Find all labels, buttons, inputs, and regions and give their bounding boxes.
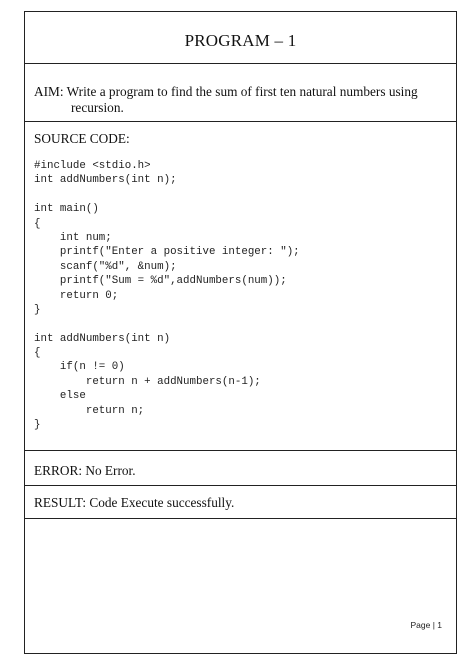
code-line: printf("Sum = %d",addNumbers(num));	[34, 275, 287, 288]
result-section	[25, 486, 456, 519]
code-line: return n;	[34, 404, 145, 417]
code-line	[34, 317, 300, 331]
code-line	[34, 188, 300, 202]
result-text: RESULT: Code Execute successfully.	[34, 495, 235, 510]
source-code-section	[25, 122, 456, 451]
program-title: PROGRAM – 1	[184, 31, 297, 50]
code-line: scanf("%d", &num);	[34, 260, 177, 273]
aim-line-1: AIM: Write a program to find the sum of first ten natural numbers using	[34, 84, 418, 99]
aim-section	[25, 64, 456, 122]
code-line: int addNumbers(int n)	[34, 332, 171, 345]
code-line: return n + addNumbers(n-1);	[34, 375, 261, 388]
code-line: return 0;	[34, 289, 119, 302]
page-number: Page | 1	[410, 620, 442, 630]
aim-line-2: recursion.	[71, 100, 124, 115]
code-line: }	[34, 419, 41, 432]
code-line: int num;	[34, 231, 112, 244]
code-line: if(n != 0)	[34, 361, 125, 374]
page-frame	[24, 11, 457, 654]
code-line: else	[34, 390, 86, 403]
code-line: int addNumbers(int n);	[34, 174, 177, 187]
code-line: #include <stdio.h>	[34, 160, 151, 172]
code-line: int main()	[34, 203, 99, 216]
error-text: ERROR: No Error.	[34, 463, 136, 478]
code-line: {	[34, 347, 41, 360]
code-line: printf("Enter a positive integer: ");	[34, 246, 300, 259]
code-block	[34, 159, 300, 432]
title-section	[25, 12, 456, 64]
error-section	[25, 451, 456, 486]
source-code-label: SOURCE CODE:	[34, 131, 130, 146]
aim-text	[34, 84, 444, 116]
code-line: }	[34, 303, 41, 316]
code-line: {	[34, 217, 41, 230]
